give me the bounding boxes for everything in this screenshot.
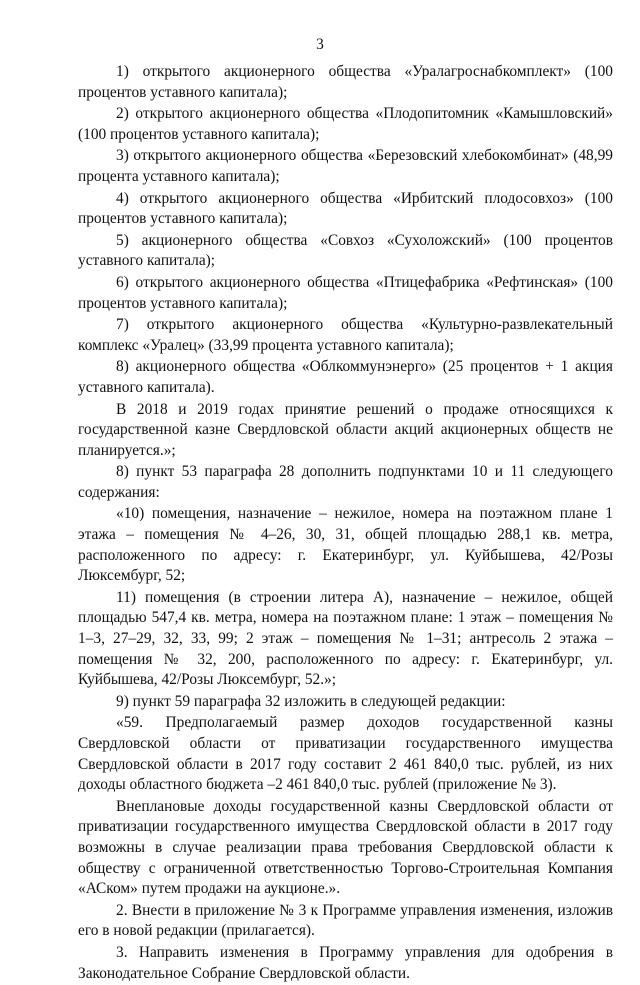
page-number: 3 (316, 36, 324, 53)
list-item-7: 7) открытого акционерного общества «Культурно-развлекательный комплекс «Уралец» (33,99 процента уставного капитала); (78, 316, 613, 354)
list-item-8: 8) акционерного общества «Облкоммунэнерго» (25 процентов + 1 акция уставного капитала). (78, 358, 613, 396)
list-item-5: 5) акционерного общества «Совхоз «Сухоложский» (100 процентов уставного капитала); (78, 231, 613, 270)
document-body (78, 62, 613, 985)
amendment-item-9: 9) пункт 59 параграфа 32 изложить в следующей редакции: (116, 692, 506, 710)
list-item-1: 1) открытого акционерного общества «Уралагроснабкомплект» (100 процентов уставного капитала); (78, 63, 613, 101)
subitem-11: 11) помещения (в строении литера А), назначение – нежилое, общей площадью 547,4 кв. метра, номера на поэтажном плане: 1 этаж – помещения № 1–3, 27–29, 32, 33, 99; 2 этаж – помещения № 1–31; антресоль 2 этажа – помещения № 32, 200, расположенного по адресу: г. Екатеринбург, ул. Куйбышева, 42/Розы Люксембург, 52.»; (78, 588, 613, 689)
amendment-item-8: 8) пункт 53 параграфа 28 дополнить подпунктами 10 и 11 следующего содержания: (78, 463, 613, 501)
list-item-3: 3) открытого акционерного общества «Березовский хлебокомбинат» (48,99 процента уставного капитала); (78, 147, 613, 185)
list-item-6: 6) открытого акционерного общества «Птицефабрика «Рефтинская» (100 процентов уставного капитала); (78, 273, 613, 312)
clause-59: «59. Предполагаемый размер доходов государственной казны Свердловской области от приватизации государственного имущества Свердловской области в 2017 году составит 2 461 840,0 тыс. рублей, из них доходы областного бюджета –2 461 840,0 тыс. рублей (приложение № 3). (78, 714, 613, 794)
list-item-2: 2) открытого акционерного общества «Плодопитомник «Камышловский» (100 процентов уставного капитала); (78, 105, 613, 143)
sale-plan-paragraph: В 2018 и 2019 годах принятие решений о продаже относящихся к государственной казне Свердловской области акций акционерных обществ не планируется.»; (78, 400, 613, 459)
resolution-item-2: 2. Внести в приложение № 3 к Программе управления изменения, изложив его в новой редакции (прилагается). (78, 901, 613, 940)
subitem-10: «10) помещения, назначение – нежилое, номера на поэтажном плане 1 этажа – помещения № 4–26, 30, 31, общей площадью 288,1 кв. метра, расположенного по адресу: г. Екатеринбург, ул. Куйбышева, 42/Розы Люксембург, 52; (78, 505, 613, 585)
unplanned-income-paragraph: Внеплановые доходы государственной казны Свердловской области от приватизации государственного имущества Свердловской области в 2017 году возможны в случае реализации права требования Свердловской области к обществу с ограниченной ответственностью Торгово-Строительная Компания «АСком» путем продажи на аукционе.». (78, 797, 613, 898)
list-item-4: 4) открытого акционерного общества «Ирбитский плодосовхоз» (100 процентов уставного капитала); (78, 189, 613, 228)
resolution-item-3: 3. Направить изменения в Программу управления для одобрения в Законодательное Собрание Свердловской области. (78, 943, 613, 982)
